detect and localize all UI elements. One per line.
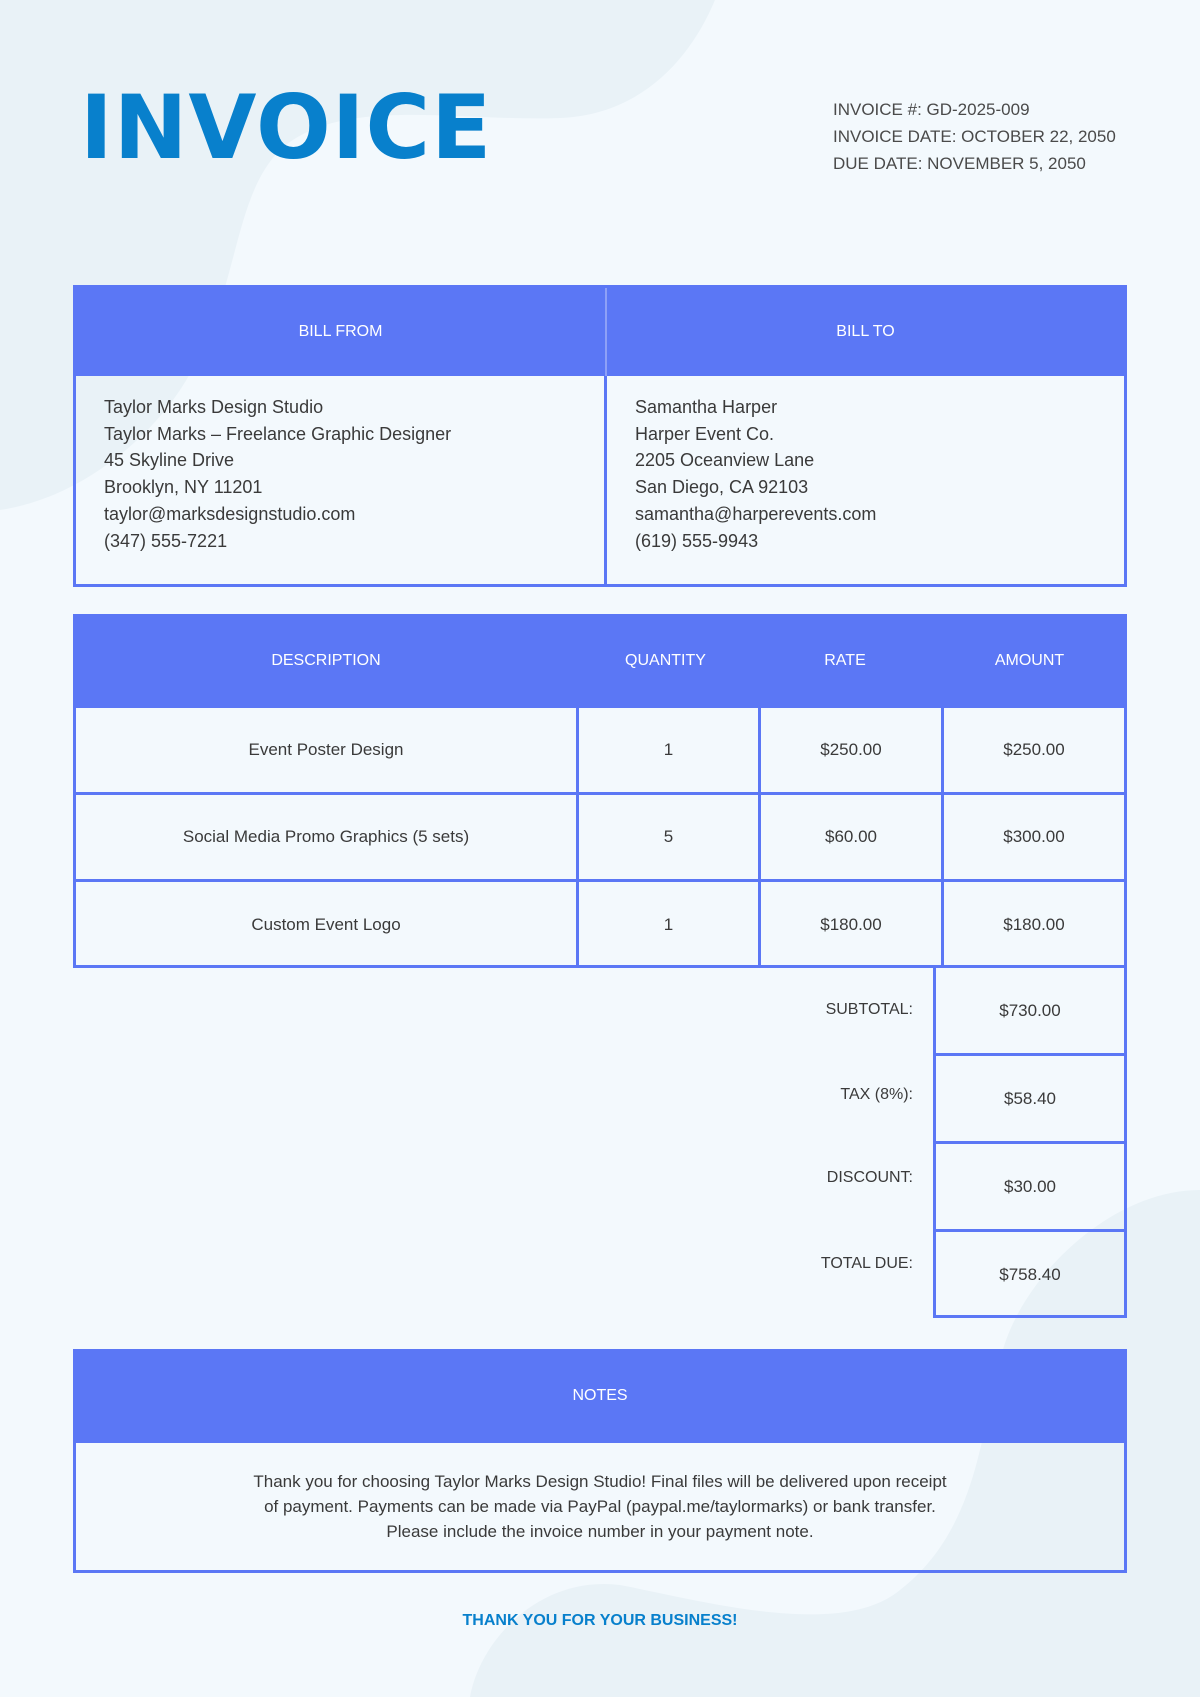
item-amount: $300.00 [941, 795, 1124, 879]
bill-from-heading: BILL FROM [76, 288, 607, 376]
item-quantity: 1 [576, 882, 758, 967]
column-header-amount: AMOUNT [994, 652, 1065, 669]
invoice-number: INVOICE #: GD-2025-009 [833, 100, 1030, 119]
notes-body [76, 1440, 1124, 1570]
total-due-value: $758.40 [936, 1229, 1124, 1318]
total-due-label: TOTAL DUE: [820, 1255, 913, 1272]
discount-label: DISCOUNT: [826, 1169, 913, 1186]
invoice-title: INVOICE [80, 76, 493, 179]
invoice-meta [833, 96, 1116, 177]
subtotal-value: $730.00 [999, 1000, 1061, 1020]
discount-value: $30.00 [936, 1141, 1124, 1229]
bill-from-line: 45 Skyline Drive [104, 450, 235, 471]
thank-you-message: THANK YOU FOR YOUR BUSINESS! [462, 1612, 738, 1629]
notes-section [73, 1349, 1127, 1573]
item-amount: $250.00 [941, 708, 1124, 792]
table-row [76, 705, 1124, 792]
notes-heading: NOTES [76, 1352, 1124, 1440]
item-quantity: 1 [576, 708, 758, 792]
bill-to-heading: BILL TO [607, 288, 1124, 376]
bill-to-line: Samantha Harper [635, 397, 778, 417]
bill-to-line: San Diego, CA 92103 [635, 477, 809, 498]
bill-from-line: Taylor Marks Design Studio [104, 397, 324, 417]
notes-line: Thank you for choosing Taylor Marks Design Studio! Final files will be delivered upon receipt [253, 1472, 947, 1491]
tax-label: TAX (8%): [840, 1086, 913, 1103]
table-row [76, 792, 1124, 879]
invoice-date: INVOICE DATE: OCTOBER 22, 2050 [833, 127, 1116, 146]
bill-to-line: 2205 Oceanview Lane [635, 450, 815, 471]
table-row [76, 879, 1124, 967]
column-header-rate: RATE [824, 652, 866, 669]
bill-from-line: Brooklyn, NY 11201 [104, 477, 263, 498]
bill-from-email: taylor@marksdesignstudio.com [104, 503, 356, 524]
table-header [76, 617, 1124, 705]
item-description: Social Media Promo Graphics (5 sets) [182, 827, 470, 846]
due-date: DUE DATE: NOVEMBER 5, 2050 [833, 154, 1086, 173]
item-amount: $180.00 [941, 882, 1124, 967]
item-description: Event Poster Design [248, 740, 404, 759]
item-rate: $250.00 [758, 708, 941, 792]
items-table [73, 614, 1127, 968]
item-rate: $180.00 [758, 882, 941, 967]
notes-line: Please include the invoice number in your payment note. [386, 1522, 814, 1541]
bill-to-line: Harper Event Co. [635, 423, 775, 444]
bill-to-details [607, 376, 1124, 584]
item-description: Custom Event Logo [251, 914, 401, 934]
subtotal-label: SUBTOTAL: [825, 1001, 913, 1018]
item-quantity: 5 [576, 795, 758, 879]
tax-value: $58.40 [936, 1053, 1124, 1141]
totals-box [933, 965, 1127, 1318]
bill-from-line: Taylor Marks – Freelance Graphic Designer [104, 423, 452, 444]
bill-to-phone: (619) 555-9943 [635, 530, 759, 551]
bill-from-phone: (347) 555-7221 [104, 530, 228, 551]
bill-to-email: samantha@harperevents.com [635, 503, 877, 524]
column-header-quantity: QUANTITY [625, 652, 706, 669]
bill-from-details [76, 376, 607, 584]
notes-line: of payment. Payments can be made via PayPal (paypal.me/taylormarks) or bank transfer. [264, 1497, 936, 1516]
column-header-description: DESCRIPTION [271, 652, 381, 669]
item-rate: $60.00 [758, 795, 941, 879]
billing-section [73, 285, 1127, 587]
